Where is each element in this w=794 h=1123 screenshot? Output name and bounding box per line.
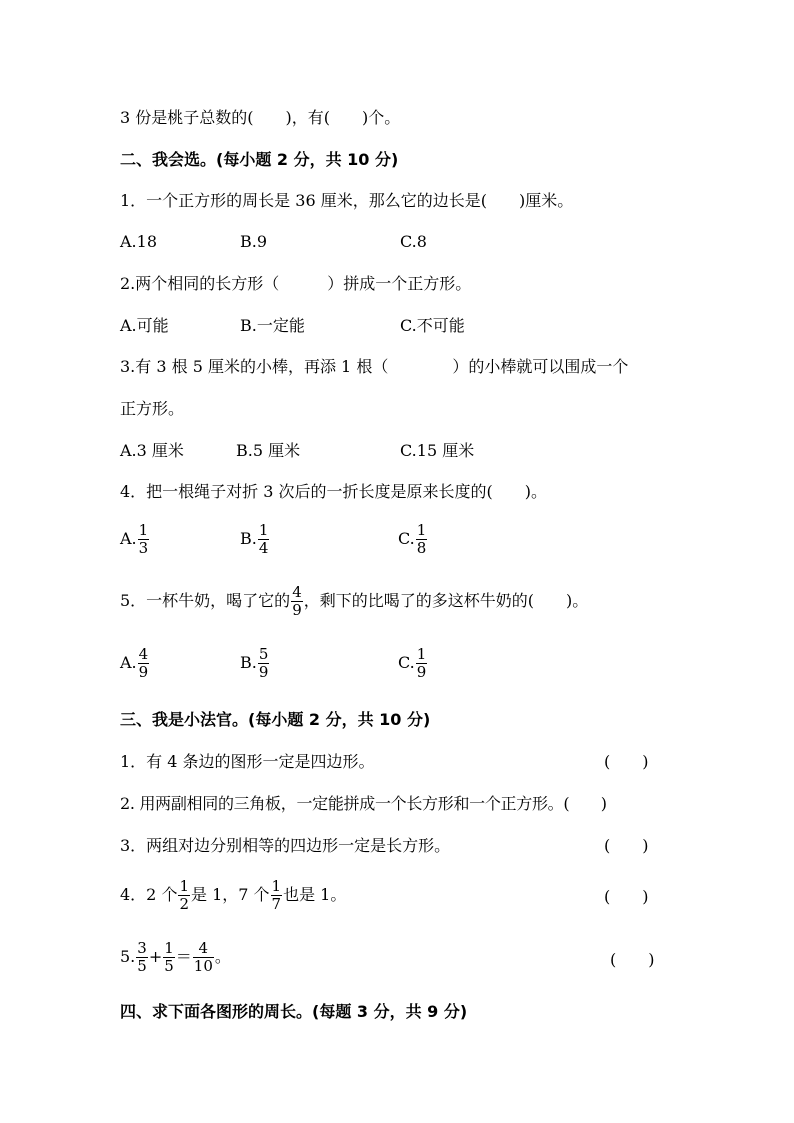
fraction-numerator: 1	[258, 521, 269, 539]
fraction-numerator: 1	[416, 521, 427, 539]
fraction-denominator: 7	[271, 895, 282, 913]
answer-parentheses: ( )	[604, 887, 649, 906]
fraction-numerator: 1	[179, 877, 189, 895]
question-line: 2. 用两副相同的三角板，一定能拼成一个长方形和一个正方形。( )	[120, 794, 607, 813]
answer-parentheses: ( )	[610, 950, 655, 969]
option-label: B.	[240, 653, 257, 672]
plus-sign: +	[148, 947, 163, 966]
option-b	[240, 646, 270, 681]
question-text: 5．一杯牛奶，喝了它的	[120, 591, 291, 610]
fraction-denominator: 5	[164, 957, 174, 975]
fraction-numerator: 1	[138, 521, 149, 539]
option-a: A.3 厘米	[120, 441, 184, 460]
option-b	[240, 522, 270, 557]
fraction-denominator: 3	[138, 539, 149, 557]
question-text: 是 1，7 个	[191, 885, 270, 904]
question-line: 3．两组对边分别相等的四边形一定是长方形。	[120, 836, 451, 855]
question-line	[120, 584, 588, 619]
fraction	[163, 940, 175, 975]
question-line: 2.两个相同的长方形（ ）拼成一个正方形。	[120, 274, 472, 293]
option-c	[398, 522, 428, 557]
fraction	[138, 522, 150, 557]
option-label: C.	[398, 653, 415, 672]
fraction-numerator: 1	[164, 939, 174, 957]
fraction-numerator: 5	[258, 645, 269, 663]
question-text: 也是 1。	[283, 885, 347, 904]
fraction-numerator: 3	[137, 939, 147, 957]
option-b: B.一定能	[240, 316, 305, 335]
fraction	[193, 940, 214, 975]
fraction-numerator: 1	[271, 877, 282, 895]
option-label: A.	[120, 653, 137, 672]
question-text: 。	[214, 947, 231, 966]
fraction	[271, 878, 283, 913]
fraction-denominator: 2	[179, 895, 189, 913]
fraction	[291, 584, 303, 619]
answer-parentheses: ( )	[604, 752, 649, 771]
question-line: 3 份是桃子总数的( )，有( )个。	[120, 108, 401, 127]
fraction-numerator: 1	[416, 645, 427, 663]
section-heading: 二、我会选。(每小题 2 分，共 10 分)	[120, 150, 399, 169]
question-line: 4．把一根绳子对折 3 次后的一折长度是原来长度的( )。	[120, 482, 548, 501]
fraction-denominator: 9	[138, 663, 149, 681]
option-label: C.	[398, 529, 415, 548]
fraction	[136, 940, 148, 975]
equals-sign: ＝	[175, 947, 192, 966]
question-text: 5.	[120, 947, 136, 966]
fraction-numerator: 4	[138, 645, 149, 663]
option-a	[120, 522, 150, 557]
question-line: 1．有 4 条边的图形一定是四边形。	[120, 752, 375, 771]
fraction-denominator: 9	[258, 663, 269, 681]
option-label: A.	[120, 529, 137, 548]
section-heading: 四、求下面各图形的周长。(每题 3 分，共 9 分)	[120, 1002, 468, 1021]
option-c: C.15 厘米	[400, 441, 475, 460]
question-text: ，剩下的比喝了的多这杯牛奶的( )。	[303, 591, 589, 610]
option-c: C.8	[400, 232, 427, 251]
option-label: B.	[240, 529, 257, 548]
option-b: B.9	[240, 232, 268, 251]
answer-parentheses: ( )	[604, 836, 649, 855]
fraction	[416, 646, 428, 681]
fraction-numerator: 4	[193, 940, 214, 958]
option-c: C.不可能	[400, 316, 465, 335]
fraction	[138, 646, 150, 681]
question-line: 1．一个正方形的周长是 36 厘米，那么它的边长是( )厘米。	[120, 191, 574, 210]
question-line: 3.有 3 根 5 厘米的小棒，再添 1 根（ ）的小棒就可以围成一个	[120, 357, 629, 376]
fraction-denominator: 10	[193, 957, 213, 975]
option-a: A.可能	[120, 316, 169, 335]
question-text: 4．2 个	[120, 885, 178, 904]
question-line	[120, 878, 346, 913]
option-c	[398, 646, 428, 681]
fraction	[258, 646, 270, 681]
option-a: A.18	[120, 232, 157, 251]
fraction	[258, 522, 270, 557]
fraction	[178, 878, 190, 913]
question-line: 正方形。	[120, 399, 185, 418]
section-heading: 三、我是小法官。(每小题 2 分，共 10 分)	[120, 710, 431, 729]
fraction-denominator: 9	[292, 601, 302, 619]
fraction-denominator: 9	[416, 663, 427, 681]
option-b: B.5 厘米	[236, 441, 301, 460]
fraction-denominator: 8	[416, 539, 427, 557]
fraction-numerator: 4	[292, 583, 302, 601]
option-a	[120, 646, 150, 681]
fraction	[416, 522, 428, 557]
fraction-denominator: 4	[258, 539, 269, 557]
question-line	[120, 940, 231, 975]
fraction-denominator: 5	[137, 957, 147, 975]
